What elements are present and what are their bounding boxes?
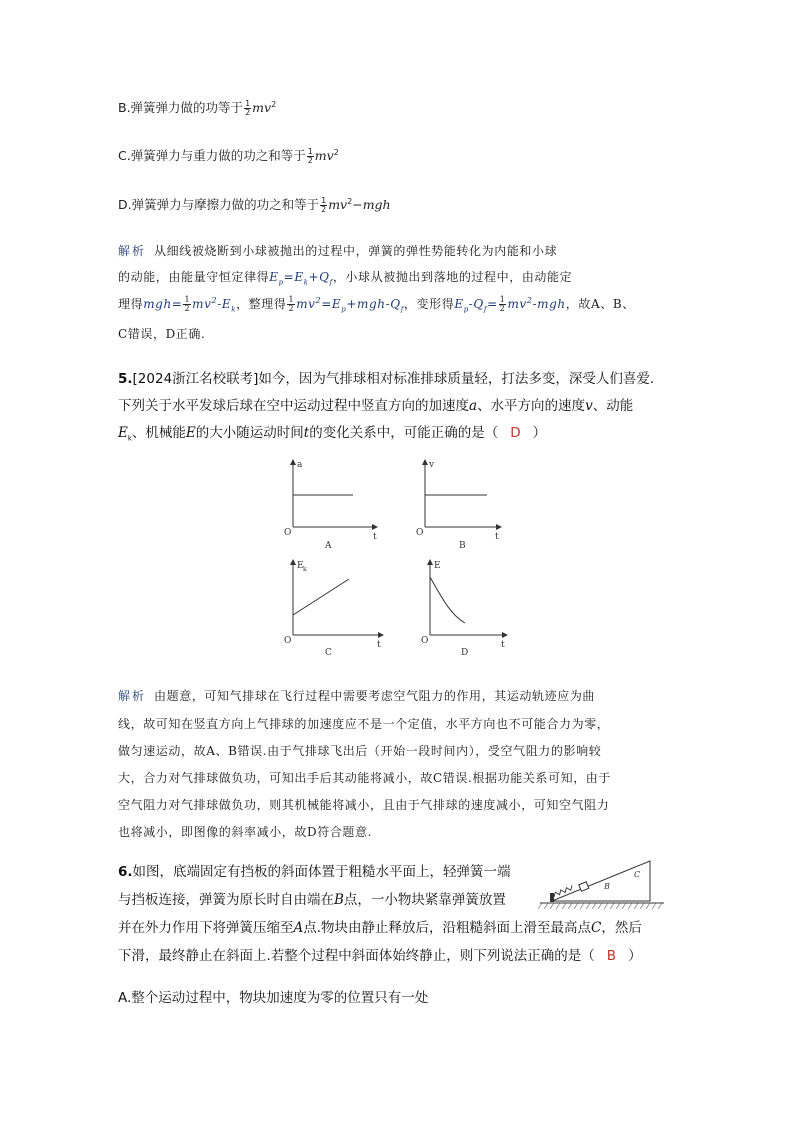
question6-answer: B xyxy=(606,948,617,964)
stopper xyxy=(550,893,554,902)
option-b: B.弹簧弹力做的功等于 $\frac{1}{2}$ $mv^2$ xyxy=(118,99,277,117)
graph-d-caption: D xyxy=(461,648,469,658)
question5-line1: 5.[2024浙江名校联考]如今，因为气排球相对标准排球质量轻，打法多变，深受人们喜爱. xyxy=(118,371,655,387)
point-c-label: C xyxy=(634,870,641,879)
graph-d-curve xyxy=(430,577,465,623)
graph-a-caption: A xyxy=(325,541,332,551)
analysis-q5-line3: 做匀速运动，故A、B错误.由于气排球飞出后（开始一段时间内），受空气阻力的影响较 xyxy=(118,744,602,758)
graph-b-caption: B xyxy=(459,541,466,551)
graph-c-ylabel-sub: k xyxy=(303,566,307,573)
graph-c-xlabel: t xyxy=(377,640,381,650)
graph-c-caption: C xyxy=(325,648,332,658)
graph-a xyxy=(284,460,377,551)
graph-c-line xyxy=(293,579,349,615)
graph-c-origin: O xyxy=(284,636,292,646)
graph-d xyxy=(421,560,507,658)
graph-b-origin: O xyxy=(416,528,424,538)
graph-a-origin: O xyxy=(284,528,292,538)
ground-hatching xyxy=(538,903,662,909)
graph-b-ylabel: v xyxy=(429,460,435,470)
incline-body xyxy=(552,861,650,901)
graph-d-xlabel: t xyxy=(501,640,505,650)
graph-a-xlabel: t xyxy=(373,532,377,542)
analysis-keyword: 解析 xyxy=(118,689,147,703)
analysis-q5-line5: 空气阻力对气排球做负功，则其机械能将减小，且由于气排球的速度减小，可知空气阻力 xyxy=(118,798,610,812)
analysis-q4-line2: 的动能，由能量守恒定律得$E_p=E_k+Q_f$，小球从被抛出到落地的过程中，由动能定 xyxy=(118,270,573,287)
question6-line4: 下滑，最终静止在斜面上.若整个过程中斜面体始终静止，则下列说法正确的是（ B ） xyxy=(118,948,642,964)
analysis-q4-line4: C错误，D正确. xyxy=(118,327,206,341)
graph-d-ylabel: E xyxy=(434,561,441,571)
question5-line2: 下列关于水平发球后球在空中运动过程中竖直方向的加速度a、水平方向的速度v、动能 xyxy=(118,398,634,414)
graph-c xyxy=(284,560,383,658)
analysis-q5-line1: 解析 由题意，可知气排球在飞行过程中需要考虑空气阻力的作用，其运动轨迹应为曲 xyxy=(118,689,596,703)
analysis-q5-line4: 大，合力对气排球做负功，可知出手后其动能将减小，故C错误.根据功能关系可知，由于 xyxy=(118,771,611,785)
analysis-q4-line3: 理得mgh= $\frac{1}{2}$ $mv^2-E_k$，整理得 $\frac{1}{2}$ $mv^2=E_p+mgh-Q_f$，变形得$E_p-Q_f=$ $\frac{1}{2}$ $mv^2$-mgh，故A、B、 xyxy=(118,295,635,314)
question5-answer: D xyxy=(510,425,521,441)
question5-line3: $E_k$、机械能E的大小随运动时间t的变化关系中，可能正确的是（ D ） xyxy=(118,425,547,443)
graph-d-origin: O xyxy=(421,636,429,646)
graph-a-ylabel: a xyxy=(297,460,303,470)
graph-b-xlabel: t xyxy=(495,532,499,542)
question6-line3: 并在外力作用下将弹簧压缩至A点.物块由静止释放后，沿粗糙斜面上滑至最高点C，然后 xyxy=(118,920,642,936)
question6-option-a: A.整个运动过程中，物块加速度为零的位置只有一处 xyxy=(118,990,429,1006)
question6-line2: 与挡板连接，弹簧为原长时自由端在B点，一小物块紧靠弹簧放置 xyxy=(118,892,506,908)
question6-line1: 6.如图，底端固定有挡板的斜面体置于粗糙水平面上，轻弹簧一端 xyxy=(118,864,511,880)
graphs-figure xyxy=(275,455,515,670)
analysis-q5-line6: 也将减小，即图像的斜率减小，故D符合题意. xyxy=(118,825,373,839)
graph-c-ylabel: E xyxy=(297,561,304,571)
analysis-keyword: 解析 xyxy=(118,244,147,258)
analysis-q4-line1: 解析 从细线被烧断到小球被抛出的过程中，弹簧的弹性势能转化为内能和小球 xyxy=(118,244,558,258)
analysis-q5-line2: 线，故可知在竖直方向上气排球的加速度应不是一个定值，水平方向也不可能合力为零， xyxy=(118,717,610,731)
spring xyxy=(553,885,574,897)
point-b-label: B xyxy=(604,882,610,891)
incline-figure xyxy=(538,855,668,911)
graph-b xyxy=(416,460,501,551)
option-d: D.弹簧弹力与摩擦力做的功之和等于 $\frac{1}{2}$ $mv^2-mgh$ xyxy=(118,196,391,214)
option-c: C.弹簧弹力与重力做的功之和等于 $\frac{1}{2}$ $mv^2$ xyxy=(118,147,339,165)
